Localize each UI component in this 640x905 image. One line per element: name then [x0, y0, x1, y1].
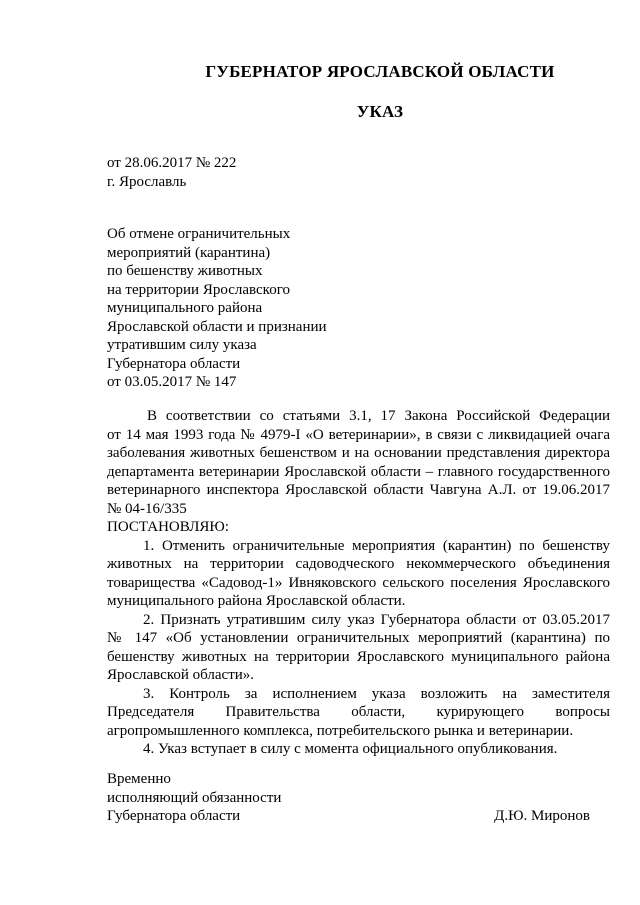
item-line: 1. Отменить ограничительные мероприятия (карантин) по бешенству	[143, 537, 610, 554]
preamble-line: № 04-16/335	[107, 500, 187, 517]
item-line: 2. Признать утратившим силу указ Губернатора области от 03.05.2017	[143, 611, 610, 628]
document-subject	[107, 225, 327, 392]
decree-item-2	[107, 611, 610, 685]
item-line: Председателя Правительства области, курирующего вопросы	[107, 704, 610, 720]
preamble-line: заболевания животных бешенством и на основании представления директора	[107, 445, 610, 461]
preamble-line: от 14 мая 1993 года № 4979-I «О ветеринарии», в связи с ликвидацией очага	[107, 426, 610, 443]
preamble	[107, 407, 610, 518]
decree-item-1	[107, 537, 610, 611]
preamble-line: департамента ветеринарии Ярославской области – главного государственного	[107, 463, 610, 480]
subject-line: на территории Ярославского	[107, 281, 290, 298]
item-line: животных на территории садоводческого некоммерческого объединения	[107, 556, 610, 572]
item-line: 4. Указ вступает в силу с момента официального опубликования.	[143, 741, 558, 757]
subject-line: Об отмене ограничительных	[107, 226, 291, 242]
document-meta	[107, 154, 236, 191]
preamble-line: ветеринарного инспектора Ярославской области Чавгуна А.Л. от 19.06.2017	[107, 482, 610, 498]
preamble-line: В соответствии со статьями 3.1, 17 Закона Российской Федерации	[147, 408, 610, 424]
subject-line: от 03.05.2017 № 147	[107, 374, 237, 390]
subject-line: мероприятий (карантина)	[107, 244, 271, 261]
item-line: 3. Контроль за исполнением указа возложить на заместителя	[143, 685, 610, 702]
subject-line: по бешенству животных	[107, 263, 263, 279]
document-body	[107, 407, 610, 759]
decree-item-3	[107, 685, 610, 741]
signatory-position-line: Временно	[107, 771, 171, 787]
item-line: товарищества «Садовод-1» Ивняковского сельского поселения Ярославского	[107, 574, 610, 591]
signatory-name: Д.Ю. Миронов	[494, 808, 590, 824]
item-line: агропромышленного комплекса, потребительского рынка и ветеринарии.	[107, 722, 574, 739]
city: г. Ярославль	[107, 173, 187, 190]
signature-block	[107, 770, 590, 826]
subject-line: Губернатора области	[107, 355, 241, 372]
subject-line: муниципального района	[107, 300, 263, 316]
date-number: от 28.06.2017 № 222	[107, 155, 237, 171]
subject-line: Ярославской области и признании	[107, 318, 327, 335]
subject-line: утратившим силу указа	[107, 337, 257, 353]
item-line: бешенству животных на территории Ярославского муниципального района	[107, 648, 610, 665]
decree-item-4	[107, 740, 610, 759]
signatory-position-line: Губернатора области	[107, 808, 241, 824]
signatory-position-line: исполняющий обязанности	[107, 789, 282, 806]
document-header-title: ГУБЕРНАТОР ЯРОСЛАВСКОЙ ОБЛАСТИ	[205, 62, 555, 81]
item-line: Ярославской области».	[107, 667, 255, 683]
item-line: № 147 «Об установлении ограничительных мероприятий (карантина) по	[107, 630, 610, 646]
document-type: УКАЗ	[356, 102, 404, 121]
item-line: муниципального района Ярославской области.	[107, 593, 406, 609]
decree-word: ПОСТАНОВЛЯЮ:	[107, 519, 229, 535]
